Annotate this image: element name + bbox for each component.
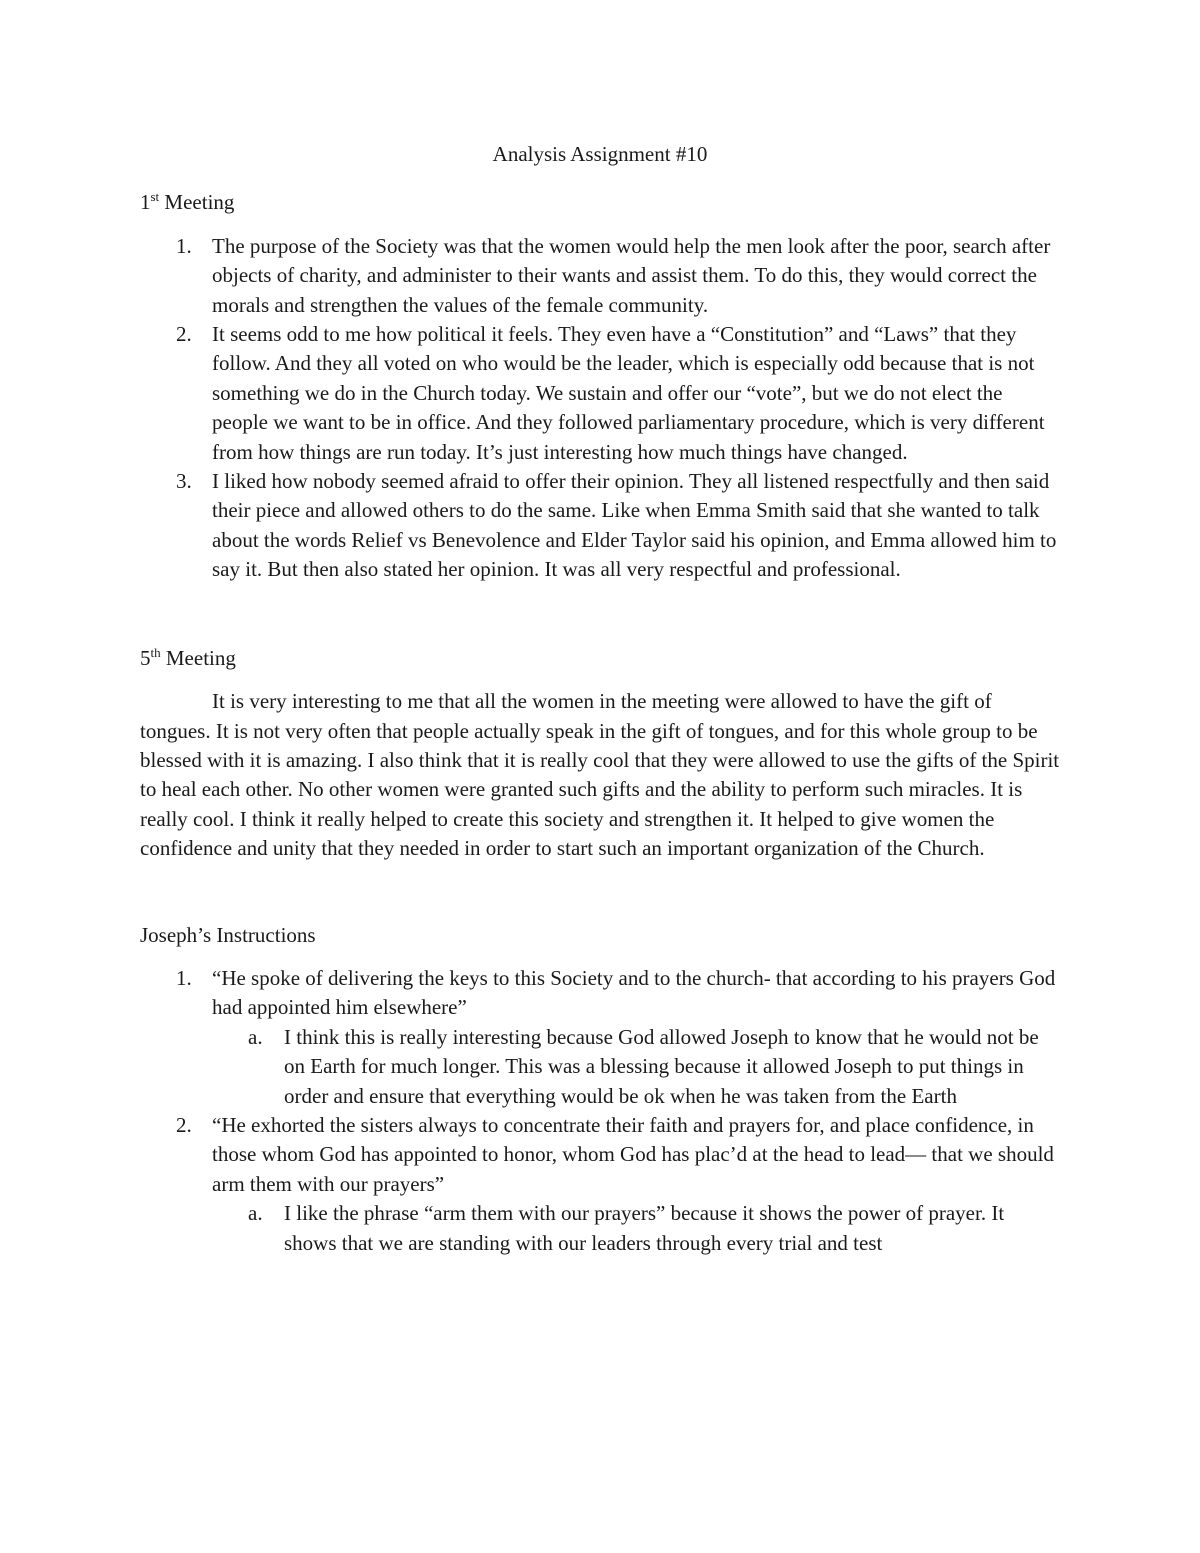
first-meeting-heading (140, 188, 1060, 217)
quote-text: “He exhorted the sisters always to concentrate their faith and prayers for, and place confidence, in those whom God has appointed to honor, whom God has plac’d at the head to lead— that we should arm them with our prayers” (212, 1112, 1054, 1196)
list-item-number: 3. (176, 469, 192, 494)
first-meeting-heading-ordinal: st (150, 189, 160, 205)
fifth-meeting-heading-ordinal: th (150, 644, 161, 660)
list-item-number: 1. (176, 965, 192, 990)
list-item (140, 467, 1060, 585)
josephs-instructions-list (140, 964, 1060, 1258)
list-item (140, 320, 1060, 467)
sub-list-item-letter: a. (248, 1201, 263, 1226)
list-item-text: The purpose of the Society was that the women would help the men look after the poor, search after objects of charity, and administer to their wants and assist them. To do this, they would correct the morals and strengthen the values of the female community. (212, 233, 1051, 317)
first-meeting-heading-number: 1 (140, 190, 151, 215)
fifth-meeting-heading-text: Meeting (160, 645, 236, 670)
list-item-text: I liked how nobody seemed afraid to offer their opinion. They all listened respectfully and then said their piece and allowed others to do the same. Like when Emma Smith said that she wanted to talk about the words Relief vs Benevolence and Elder Taylor said his opinion, and Emma allowed him to say it. But then also stated her opinion. It was all very respectful and professional. (212, 469, 1057, 582)
sub-list-item-text: I like the phrase “arm them with our prayers” because it shows the power of prayer. It shows that we are standing with our leaders through every trial and test (284, 1201, 1005, 1255)
document-title: Analysis Assignment #10 (492, 142, 708, 166)
quote-text: “He spoke of delivering the keys to this Society and to the church- that according to his prayers God had appointed him elsewhere” (212, 965, 1056, 1020)
sub-list-item (140, 1023, 1060, 1111)
sub-list-item-text: I think this is really interesting because God allowed Joseph to know that he would not be on Earth for much longer. This was a blessing because it allowed Joseph to put things in order and ensure that everything would be ok when he was taken from the Earth (284, 1024, 1039, 1108)
sub-list-item (140, 1199, 1060, 1258)
section-spacer (140, 864, 1060, 921)
section-spacer (140, 585, 1060, 644)
first-meeting-heading-text: Meeting (159, 190, 235, 215)
list-item-number: 1. (176, 233, 192, 258)
josephs-instructions-heading: Joseph’s Instructions (140, 922, 316, 947)
fifth-meeting-heading (140, 644, 1060, 673)
fifth-meeting-heading-number: 5 (140, 645, 151, 670)
list-item (140, 1111, 1060, 1199)
list-item (140, 232, 1060, 320)
list-item (140, 964, 1060, 1023)
list-item-number: 2. (176, 322, 192, 347)
list-item-text: It seems odd to me how political it feels. They even have a “Constitution” and “Laws” that they follow. And they all voted on who would be the leader, which is especially odd because that is not something we do in the Church today. We sustain and offer our “vote”, but we do not elect the people we want to be in office. And they followed parliamentary procedure, which is very different from how things are run today. It’s just interesting how much things have changed. (212, 322, 1045, 464)
first-meeting-list (140, 232, 1060, 585)
document-body (140, 140, 1060, 1258)
fifth-meeting-paragraph: It is very interesting to me that all the women in the meeting were allowed to have the gift of tongues. It is not very often that people actually speak in the gift of tongues, and for this whole group to be blessed with it is amazing. I also think that it is really cool that they were allowed to use the gifts of the Spirit to heal each other. No other women were granted such gifts and the ability to perform such miracles. It is really cool. I think it really helped to create this society and strengthen it. It helped to give women the confidence and unity that they needed in order to start such an important organization of the Church. (140, 689, 1060, 861)
list-item-number: 2. (176, 1112, 192, 1137)
sub-list-item-letter: a. (248, 1024, 263, 1049)
